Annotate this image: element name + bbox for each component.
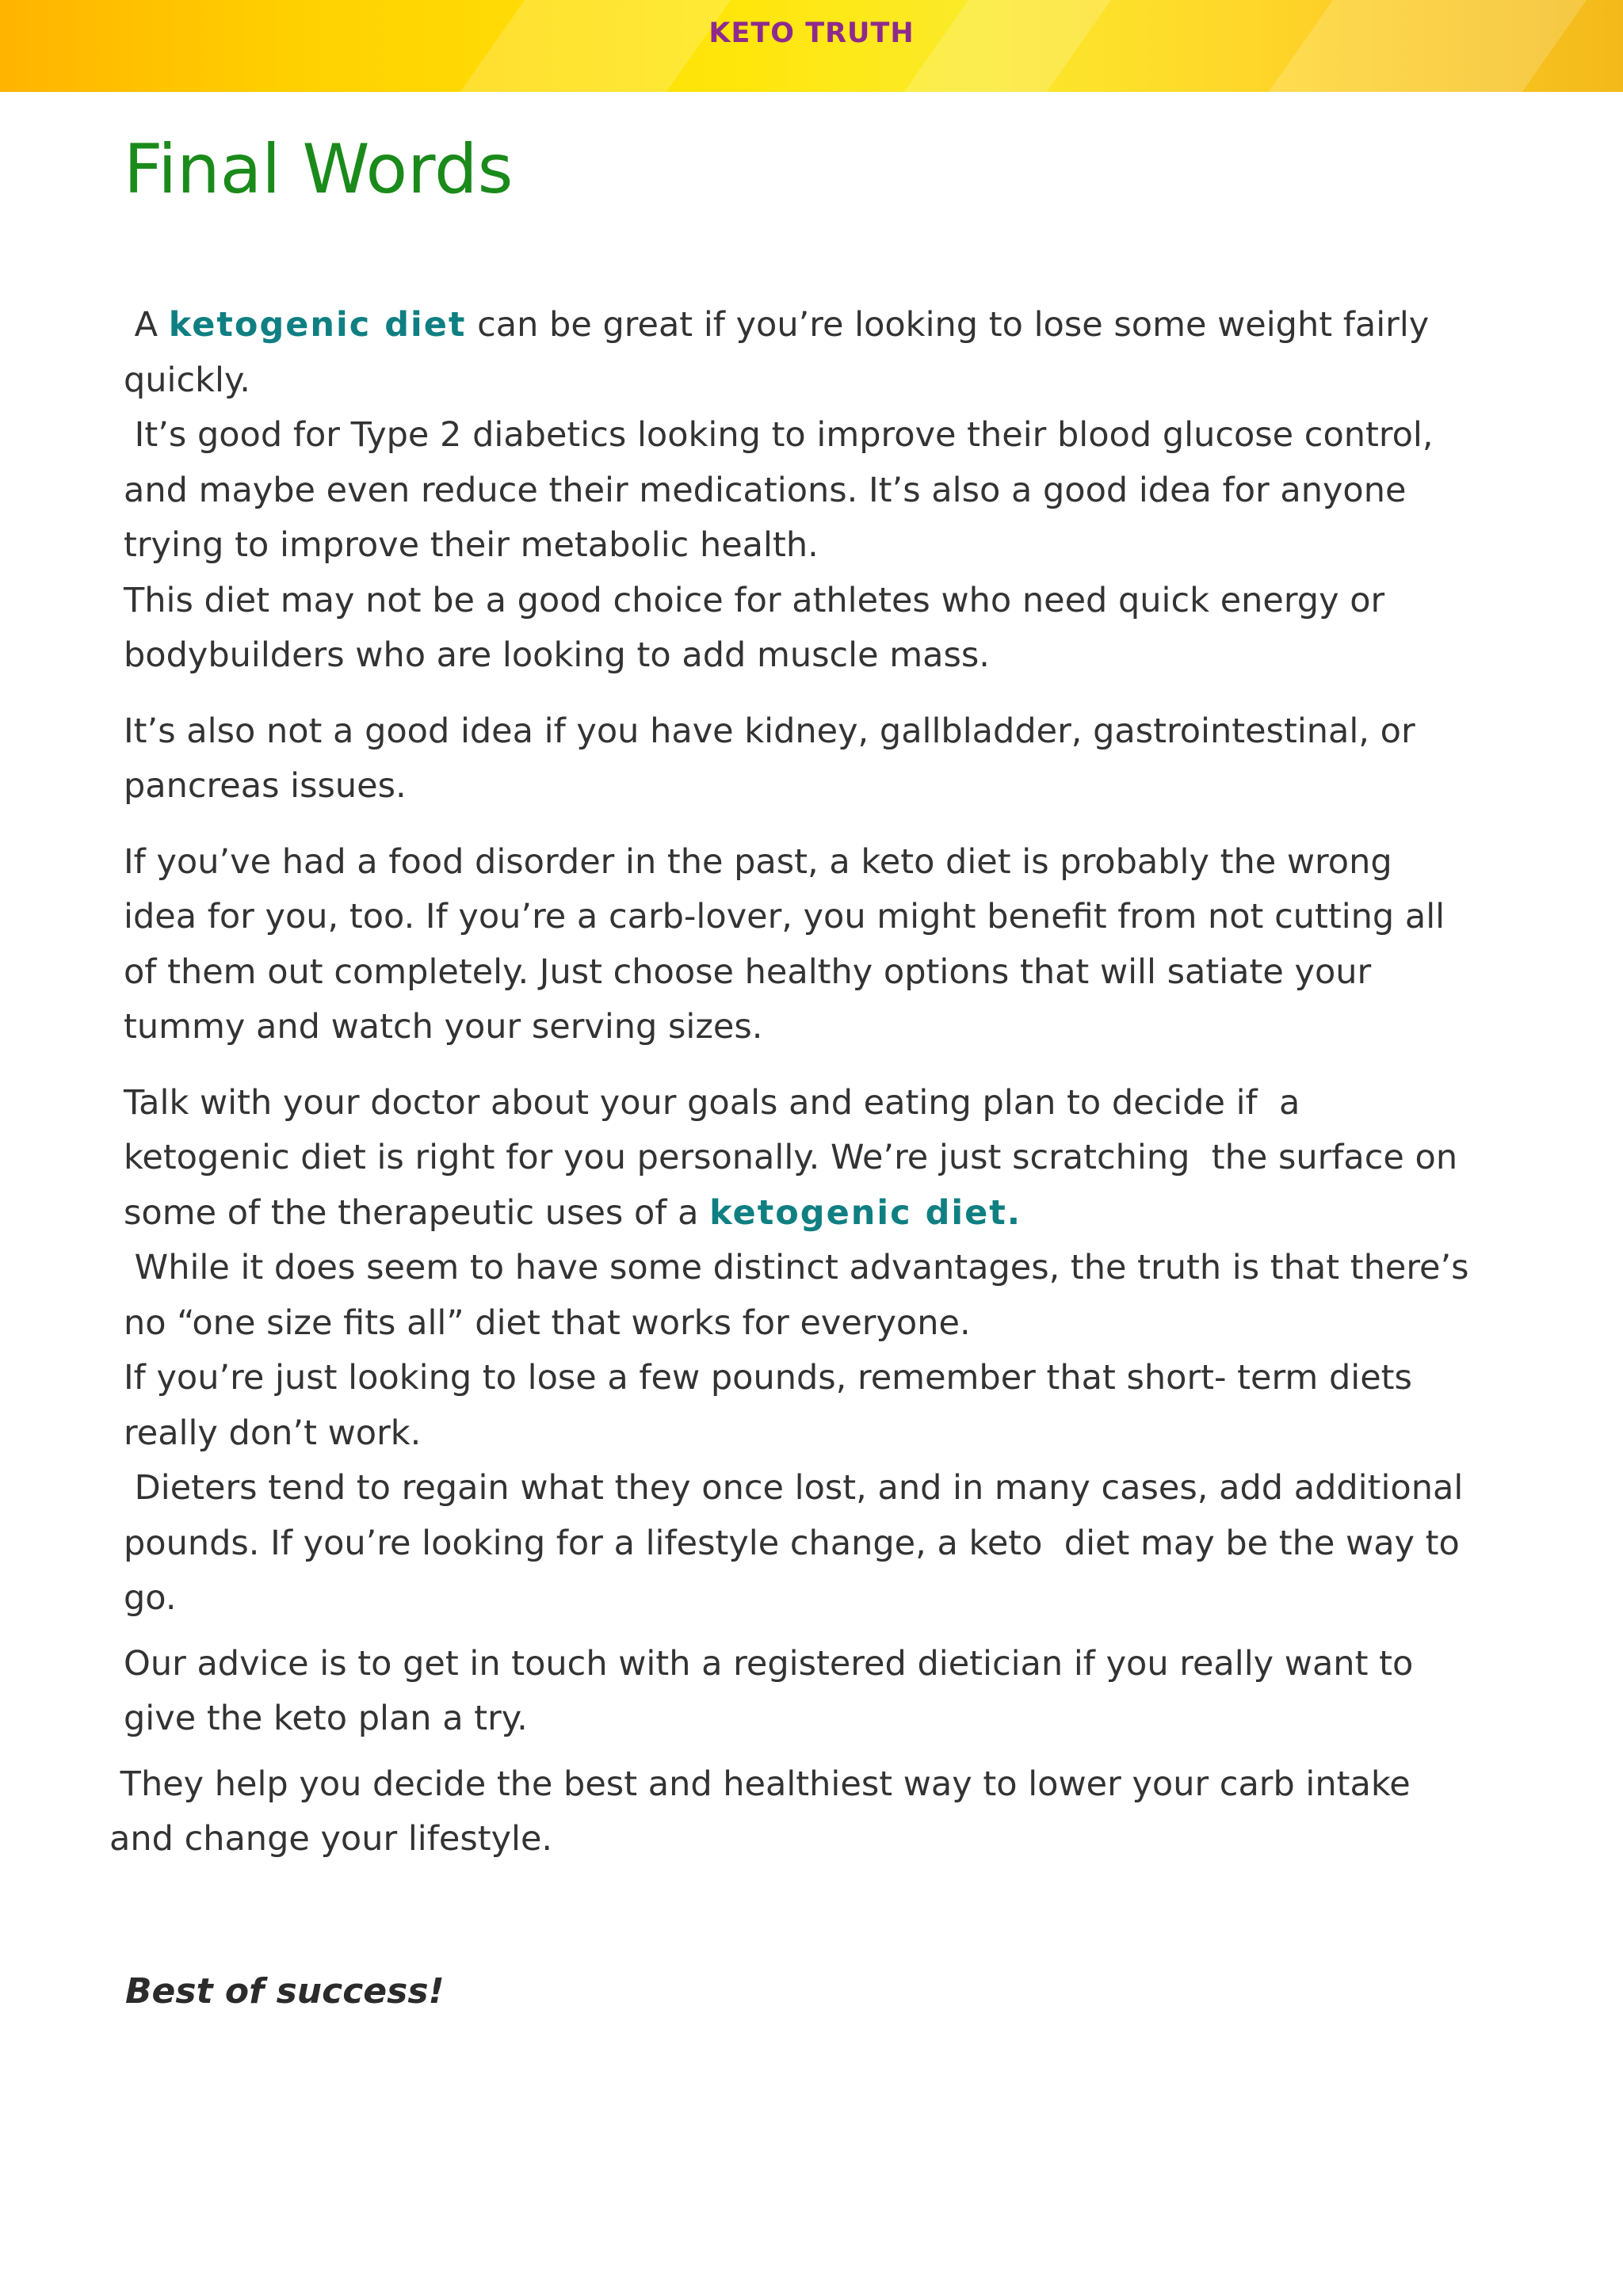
keyword-highlight: ketogenic diet. (709, 1192, 1022, 1233)
header-banner (0, 0, 1623, 92)
page-title: Final Words (124, 130, 514, 209)
paragraph-10: Our advice is to get in touch with a registered dietician if you really want to give the keto plan a try. (124, 1643, 1424, 1738)
paragraph-6-text: Talk with your doctor about your goals and eating plan to decide if a ketogenic diet is right for you personally. We’re just scratching the surface on some of the therapeutic uses of a (124, 1082, 1468, 1233)
paragraph-9: Dieters tend to regain what they once lost, and in many cases, add additional pounds. If you’re looking for a lifestyle change, a keto diet may be the way to go. (124, 1468, 1474, 1618)
header-title: KETO TRUTH (708, 17, 915, 49)
paragraph-5: If you’ve had a food disorder in the past, a keto diet is probably the wrong idea for you, too. If you’re a carb-lover, you might benefit from not cutting all of them out completely. Just choose healthy options that will satiate your tummy and watch your serving sizes. (124, 841, 1456, 1047)
paragraph-3: This diet may not be a good choice for athletes who need quick energy or bodybuilders who are looking to add muscle mass. (124, 580, 1396, 675)
article-body (109, 298, 1480, 1867)
paragraph-8: If you’re just looking to lose a few pounds, remember that short- term diets really don’t work. (124, 1358, 1423, 1453)
paragraph-11: They help you decide the best and healthiest way to lower your carb intake and change your lifestyle. (109, 1764, 1422, 1859)
paragraph-1 (124, 298, 1471, 408)
paragraph-1-intro: A (124, 305, 169, 345)
paragraph-4: It’s also not a good idea if you have kidney, gallbladder, gastrointestinal, or pancreas issues. (124, 711, 1426, 806)
page-content (0, 92, 1623, 2296)
paragraph-6 (124, 1076, 1471, 1241)
keyword-highlight: ketogenic diet (168, 305, 467, 345)
paragraph-2: It’s good for Type 2 diabetics looking to improve their blood glucose control, and maybe even reduce their medications. It’s also a good idea for anyone trying to improve their metabolic health. (124, 415, 1445, 565)
paragraph-1-rest: can be great if you’re looking to lose some weight fairly quickly. (124, 305, 1440, 400)
paragraph-7: While it does seem to have some distinct advantages, the truth is that there’s no “one size fits all” diet that works for everyone. (124, 1248, 1480, 1343)
sign-off: Best of success! (125, 1971, 445, 2012)
